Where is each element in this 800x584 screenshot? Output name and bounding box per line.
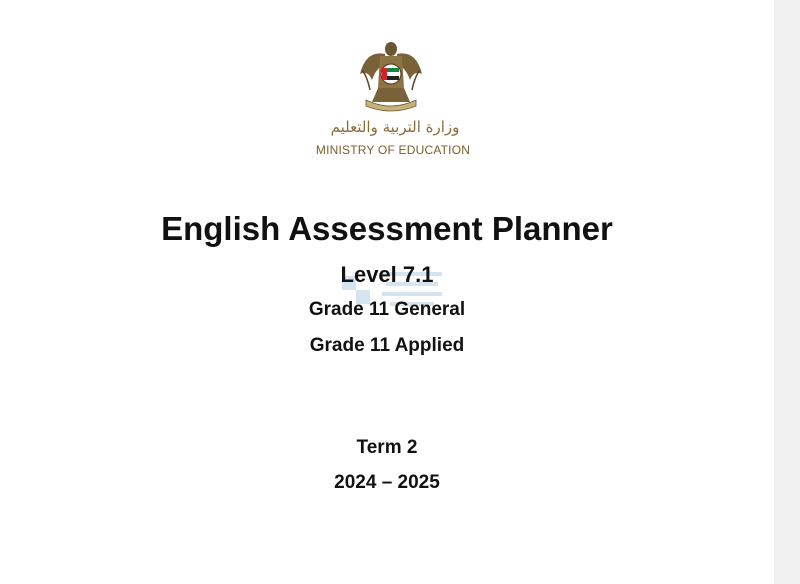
term-label: Term 2: [356, 437, 418, 458]
grade-general-label: Grade 11 General: [308, 299, 466, 320]
grade-applied-label: Grade 11 Applied: [309, 335, 465, 356]
document-title: English Assessment Planner: [161, 210, 613, 247]
level-label: Level 7.1: [340, 262, 434, 287]
viewer-side-margin: [774, 0, 800, 584]
academic-year-label: 2024 – 2025: [334, 472, 440, 493]
uae-emblem-icon: [358, 40, 424, 112]
ministry-english-name: MINISTRY OF EDUCATION: [315, 143, 471, 157]
ministry-arabic-name: وزارة التربية والتعليم: [330, 118, 460, 136]
